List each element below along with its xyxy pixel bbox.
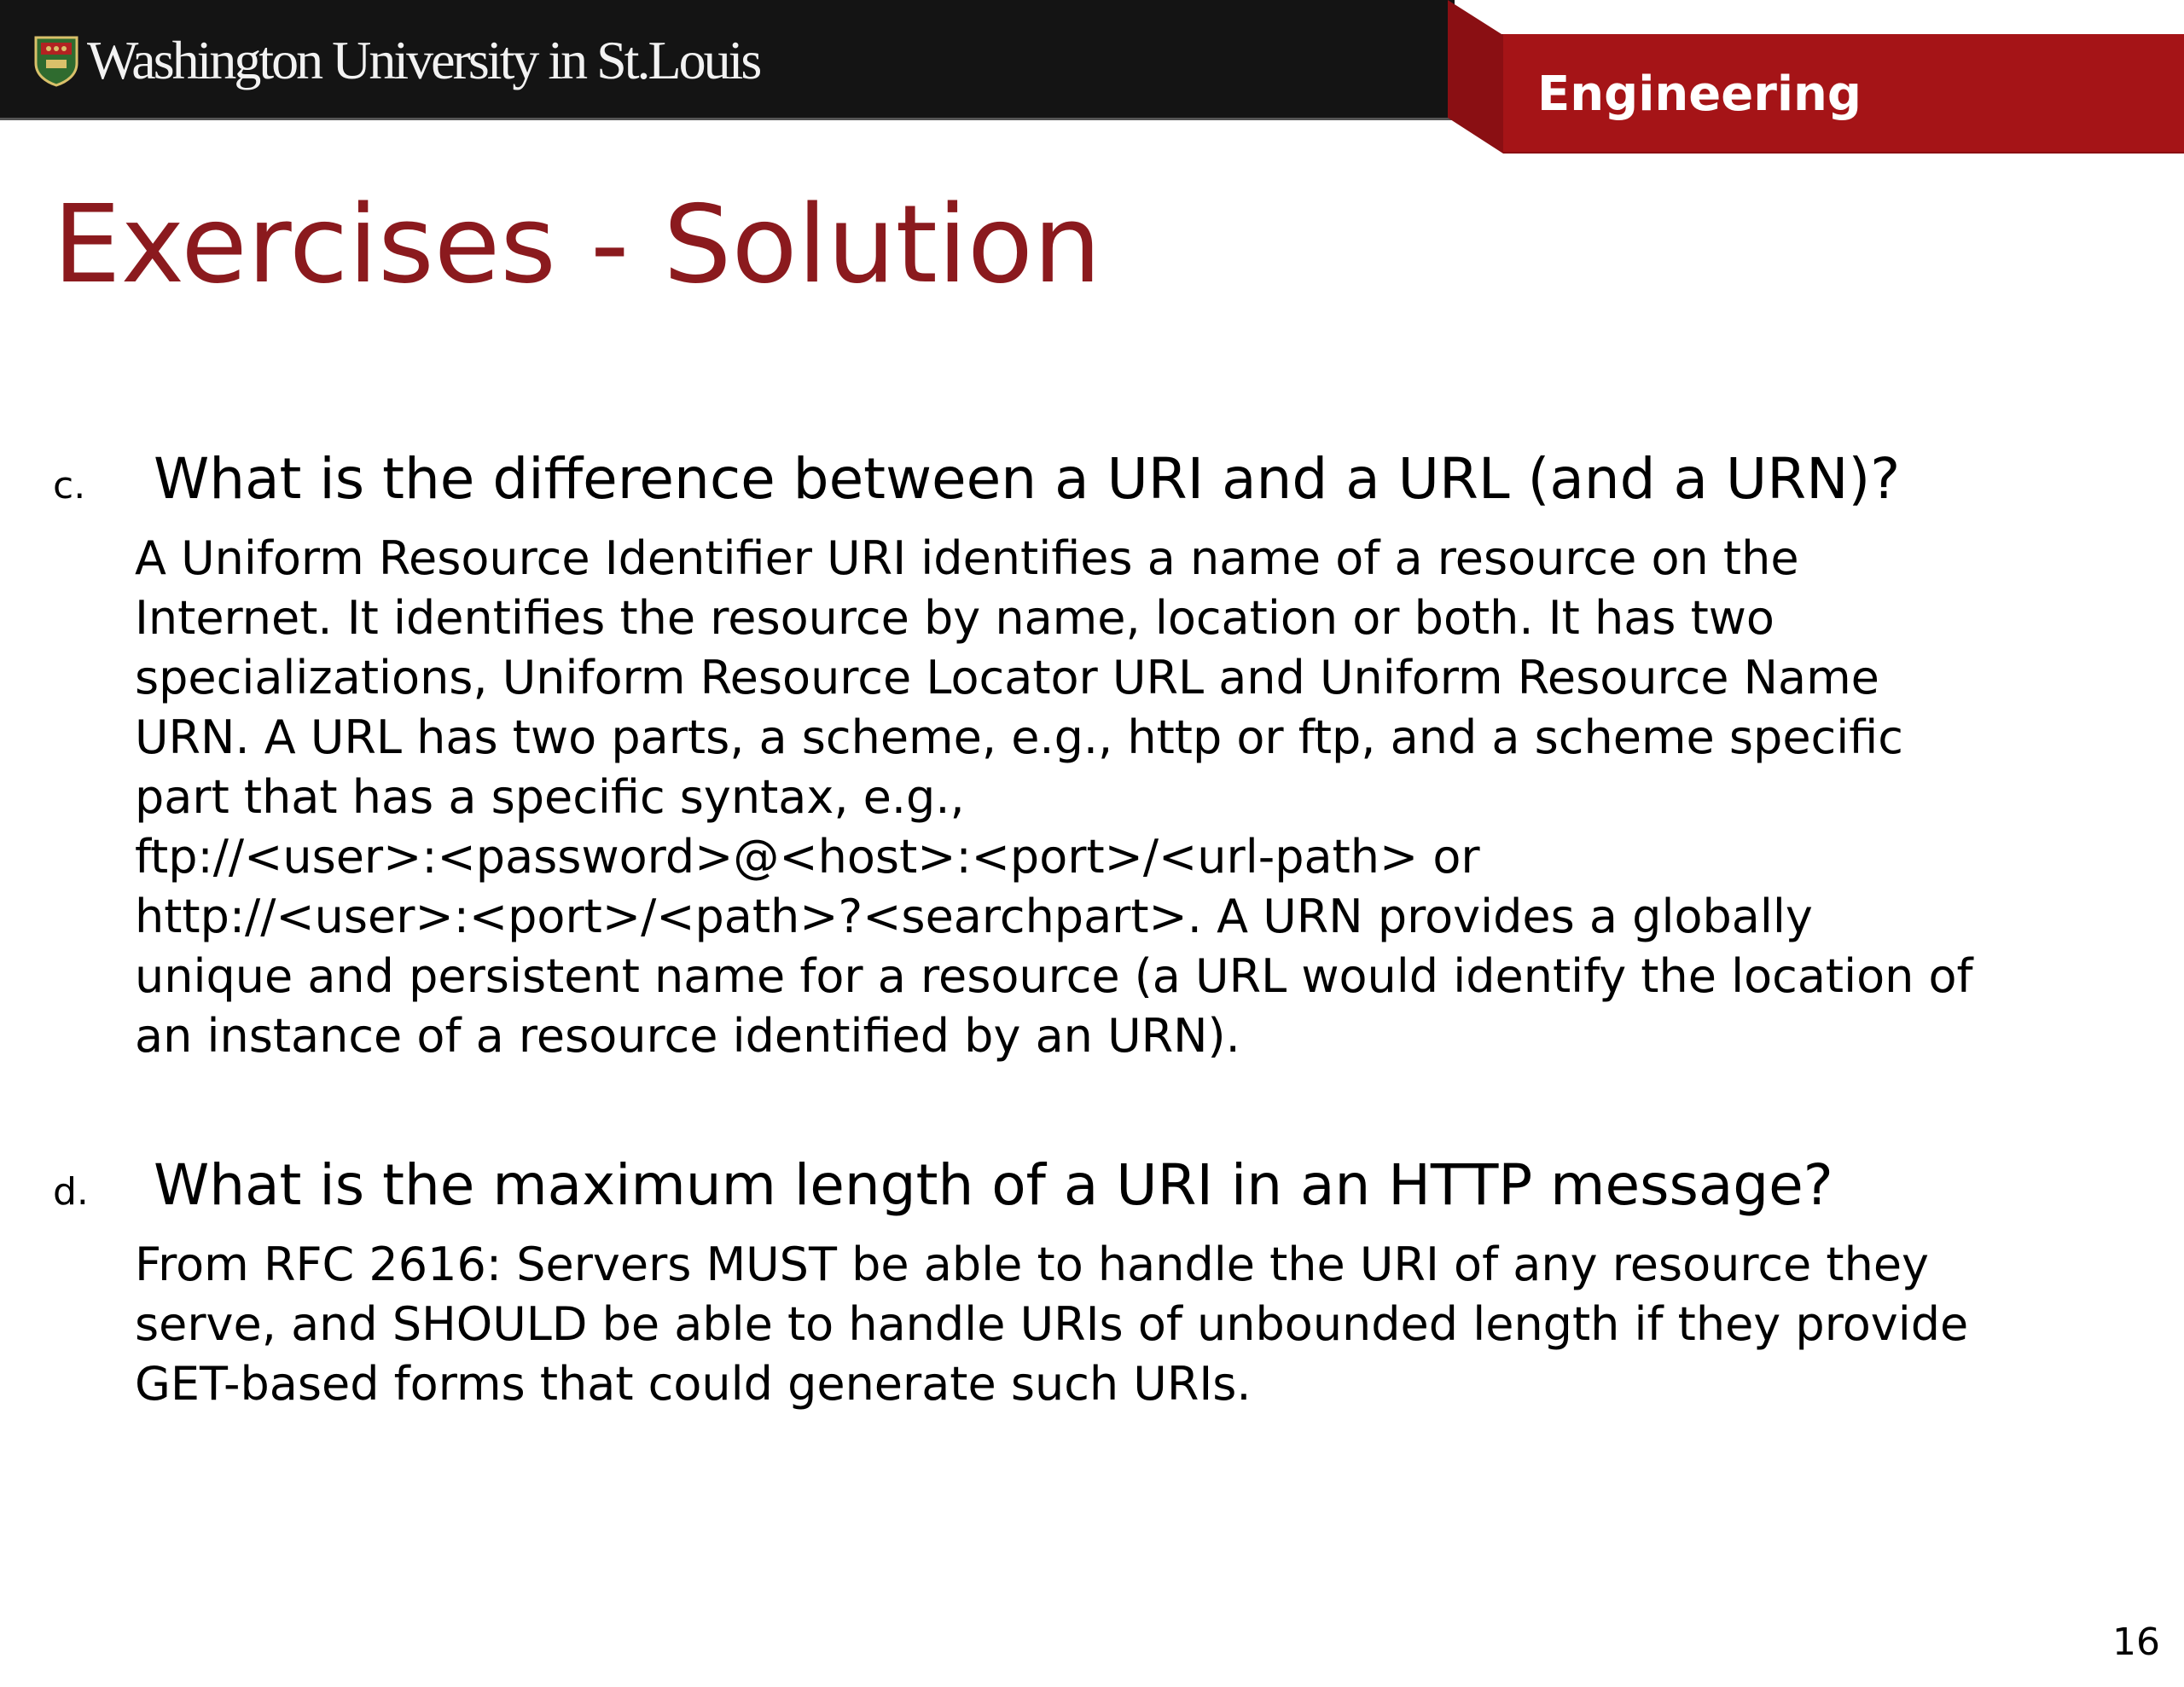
question-text: What is the difference between a URI and a URL (and a URN)?: [154, 446, 1901, 512]
answer-line: GET-based forms that could generate such URIs.: [135, 1357, 1252, 1411]
answer-line: ftp://<user>:<password>@<host>:<port>/<url-path> or: [135, 830, 1480, 884]
engineering-label: Engineering: [1537, 67, 1862, 122]
list-marker: c.: [53, 464, 86, 507]
page-number: 16: [2112, 1620, 2160, 1664]
exercise-d: [53, 1151, 2135, 1414]
university-logo: [32, 31, 759, 90]
answer-line: http://<user>:<port>/<path>?<searchpart>. A URN provides a globally: [135, 890, 1813, 943]
answer-text: [135, 1235, 2135, 1414]
header-bar: [0, 0, 2184, 154]
exercise-c: [53, 445, 2135, 1066]
question-row: [53, 1151, 2135, 1226]
university-seal-icon: [32, 34, 80, 87]
list-marker: d.: [53, 1170, 89, 1214]
answer-line: A Uniform Resource Identifier URI identifies a name of a resource on the: [135, 531, 1799, 585]
answer-line: Internet. It identifies the resource by name, location or both. It has two: [135, 591, 1774, 645]
answer-line: unique and persistent name for a resource (a URL would identify the location of: [135, 949, 1973, 1003]
answer-line: an instance of a resource identified by an URN).: [135, 1009, 1240, 1063]
answer-line: specializations, Uniform Resource Locator URL and Uniform Resource Name: [135, 651, 1879, 704]
answer-line: part that has a specific syntax, e.g.,: [135, 770, 965, 824]
answer-line: URN. A URL has two parts, a scheme, e.g., http or ftp, and a scheme specific: [135, 710, 1903, 764]
answer-line: serve, and SHOULD be able to handle URIs of unbounded length if they provide: [135, 1297, 1969, 1351]
page-title: Exercises - Solution: [53, 182, 1101, 307]
question-row: [53, 445, 2135, 520]
answer-line: From RFC 2616: Servers MUST be able to handle the URI of any resource they: [135, 1238, 1929, 1291]
question-text: What is the maximum length of a URI in an HTTP message?: [154, 1152, 1833, 1218]
answer-text: [135, 529, 2135, 1066]
logo-wordmark: Washington University in St.Louis: [87, 30, 760, 90]
